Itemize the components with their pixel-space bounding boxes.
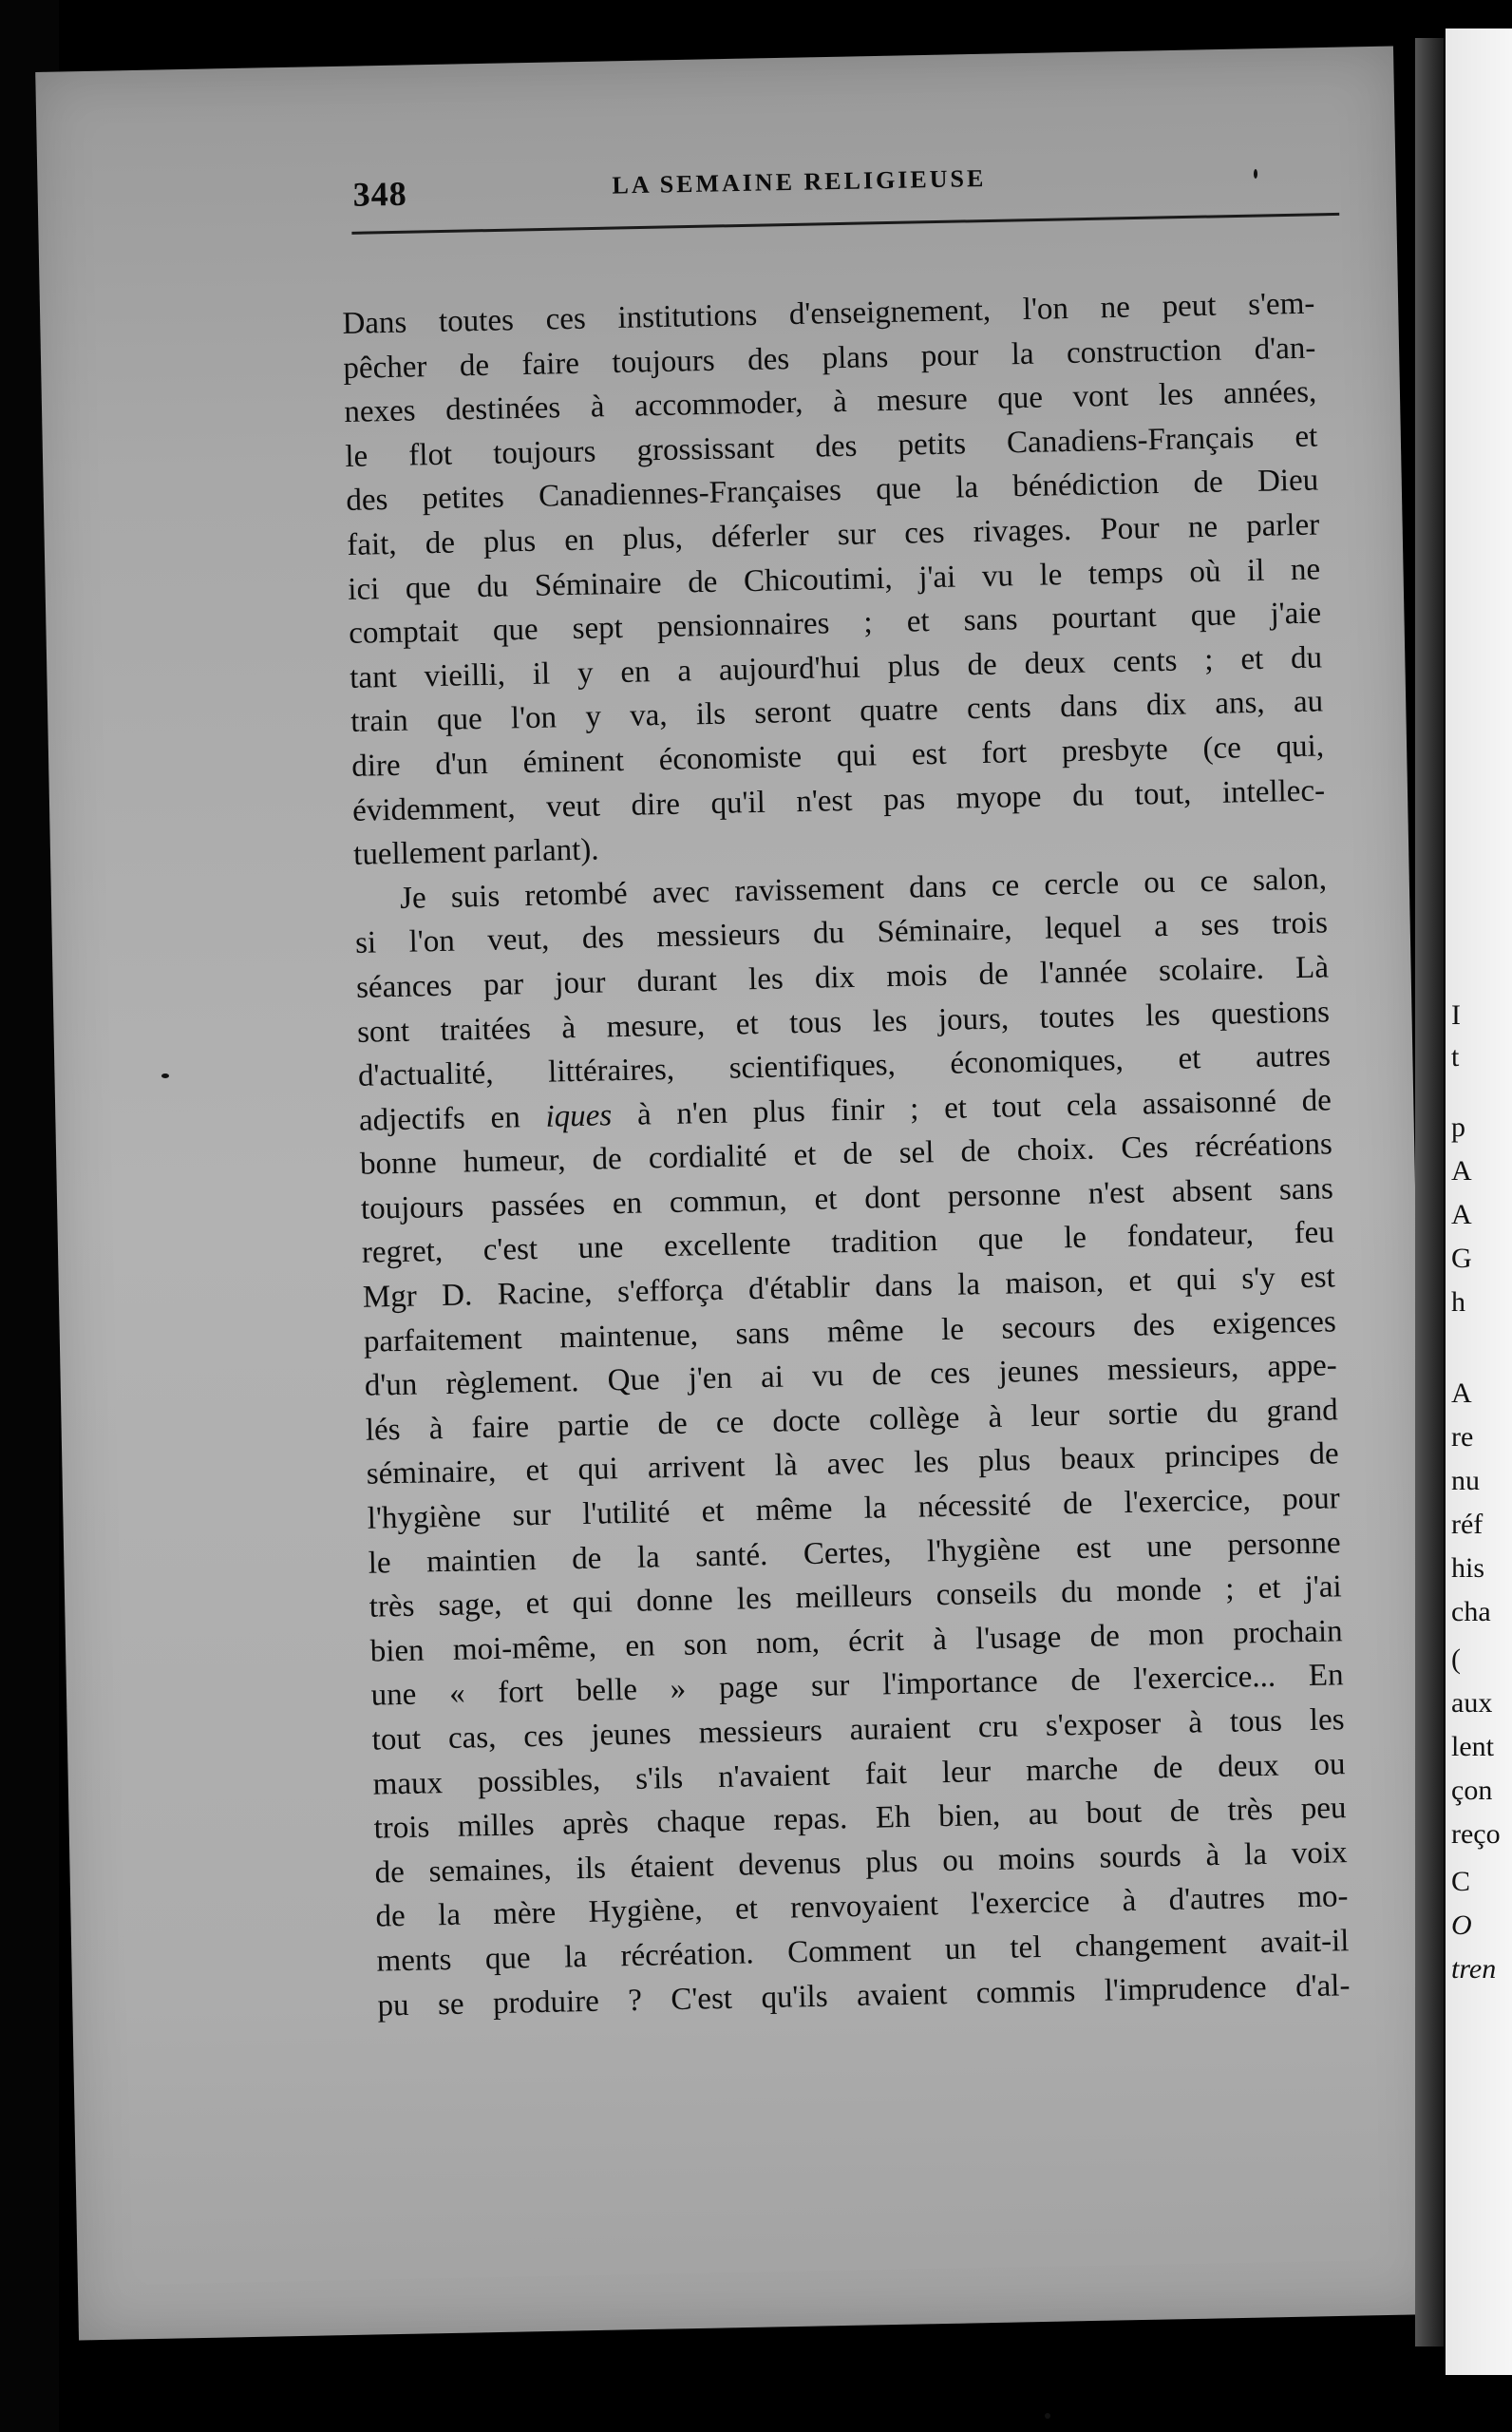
text-line: parfaitement maintenue, sans même le secours des exigences [363, 1303, 1337, 1359]
facing-fragment: h [1451, 1286, 1465, 1318]
text-line: Dans toutes ces institutions d'enseignement, l'on ne peut s'em- [342, 286, 1315, 341]
body-text [342, 282, 1351, 2028]
text-line: nexes destinées à accommoder, à mesure que vont les années, [344, 374, 1317, 430]
page-gutter-shadow [1415, 38, 1444, 2346]
facing-page-edge [1446, 28, 1512, 2375]
scan-speck [1254, 169, 1257, 179]
text-line: de la mère Hygiène, et renvoyaient l'exercice à d'autres mo- [375, 1879, 1349, 1934]
text-line: tout cas, ces jeunes messieurs auraient cru s'exposer à tous les [371, 1702, 1345, 1758]
text-line: le maintien de la santé. Certes, l'hygiène est une personne [368, 1525, 1341, 1581]
facing-fragment: re [1451, 1421, 1474, 1453]
text-line: le flot toujours grossissant des petits Canadiens-Français et [345, 419, 1318, 474]
scan-speck [161, 1074, 169, 1078]
scan-speck [1045, 2413, 1050, 2419]
text-line: pu se produire ? C'est qu'ils avaient commis l'imprudence d'al- [377, 1967, 1351, 2024]
text-line: train que l'on y va, ils seront quatre cents dans dix ans, au [350, 684, 1324, 740]
facing-fragment: A [1451, 1378, 1472, 1409]
facing-fragment: G [1451, 1243, 1472, 1274]
text-line: pêcher de faire toujours des plans pour la construction d'an- [343, 331, 1316, 386]
facing-fragment: tren [1451, 1953, 1497, 1985]
facing-fragment: p [1451, 1112, 1465, 1143]
facing-fragment: ( [1451, 1644, 1461, 1675]
text-line: l'hygiène sur l'utilité et même la nécessité de l'exercice, pour [367, 1481, 1340, 1536]
facing-fragment: aux [1451, 1687, 1493, 1719]
text-line: maux possibles, s'ils n'avaient fait leur marche de deux ou [372, 1746, 1346, 1802]
text-line: trois milles après chaque repas. Eh bien, au bout de très peu [373, 1791, 1347, 1846]
text-line: évidemment, veut dire qu'il n'est pas myope du tout, intellec- [351, 772, 1326, 828]
text-line: séminaire, et qui arrivent là avec les plus beaux principes de [366, 1436, 1340, 1492]
text-line: d'un règlement. Que j'en ai vu de ces jeunes messieurs, appe- [364, 1348, 1338, 1403]
text-line: d'actualité, littéraires, scientifiques, économiques, et autres [357, 1038, 1332, 1093]
facing-fragment: çon [1451, 1775, 1493, 1806]
facing-fragment: C [1451, 1866, 1471, 1897]
text-line: tuellement parlant). [352, 832, 599, 872]
text-line: très sage, et qui donne les meilleurs conseils du monde ; et j'ai [369, 1569, 1342, 1624]
header-rule [351, 213, 1339, 235]
text-line: bien moi-même, en son nom, écrit à l'usage de mon prochain [369, 1614, 1343, 1669]
text-line: si l'on veut, des messieurs du Séminaire, lequel a ses trois [354, 905, 1329, 961]
facing-fragment: reço [1451, 1818, 1501, 1850]
facing-fragment: nu [1451, 1465, 1480, 1496]
page-number: 348 [352, 174, 407, 214]
text-line: comptait que sept pensionnaires ; et sans pourtant que j'aie [348, 596, 1322, 652]
facing-fragment: his [1451, 1552, 1485, 1584]
running-title: LA SEMAINE RELIGIEUSE [612, 164, 987, 200]
text-line: de semaines, ils étaient devenus plus ou moins sourds à la voix [374, 1834, 1348, 1890]
facing-fragment: réf [1451, 1509, 1484, 1540]
facing-fragment: A [1451, 1199, 1472, 1230]
text-line: séances par jour durant les dix mois de l'année scolaire. Là [355, 950, 1330, 1005]
text-line: des petites Canadiennes-Françaises que la bénédiction de Dieu [346, 463, 1319, 519]
facing-fragment: I [1451, 999, 1461, 1031]
text-line: adjectifs en iques à n'en plus finir ; et tout cela assaisonné de [358, 1083, 1332, 1138]
text-line: dire d'un éminent économiste qui est fort presbyte (ce qui, [350, 729, 1325, 784]
facing-fragment: t [1451, 1041, 1460, 1073]
text-line: ments que la récréation. Comment un tel changement avait-il [376, 1924, 1350, 1979]
text-line: Mgr D. Racine, s'efforça d'établir dans la maison, et qui s'y est [362, 1260, 1336, 1315]
text-line: Je suis retombé avec ravissement dans ce cercle ou ce salon, [399, 862, 1328, 916]
text-line: tant vieilli, il y en a aujourd'hui plus de deux cents ; et du [349, 640, 1323, 695]
facing-fragment: A [1451, 1155, 1472, 1187]
text-line: fait, de plus en plus, déferler sur ces rivages. Pour ne parler [346, 507, 1320, 562]
facing-fragment: lent [1451, 1731, 1494, 1762]
text-line: toujours passées en commun, et dont personne n'est absent sans [360, 1171, 1334, 1226]
text-line: une « fort belle » page sur l'importance de l'exercice... En [370, 1658, 1344, 1714]
facing-fragment: O [1451, 1910, 1472, 1941]
text-line: lés à faire partie de ce docte collège à leur sortie du grand [365, 1393, 1339, 1448]
text-line: regret, c'est une excellente tradition que le fondateur, feu [361, 1215, 1335, 1271]
text-line: ici que du Séminaire de Chicoutimi, j'ai vu le temps où il ne [347, 552, 1321, 607]
facing-fragment: cha [1451, 1596, 1491, 1627]
text-line: bonne humeur, de cordialité et de sel de choix. Ces récréations [359, 1127, 1333, 1183]
text-line: sont traitées à mesure, et tous les jours, toutes les questions [356, 994, 1331, 1050]
